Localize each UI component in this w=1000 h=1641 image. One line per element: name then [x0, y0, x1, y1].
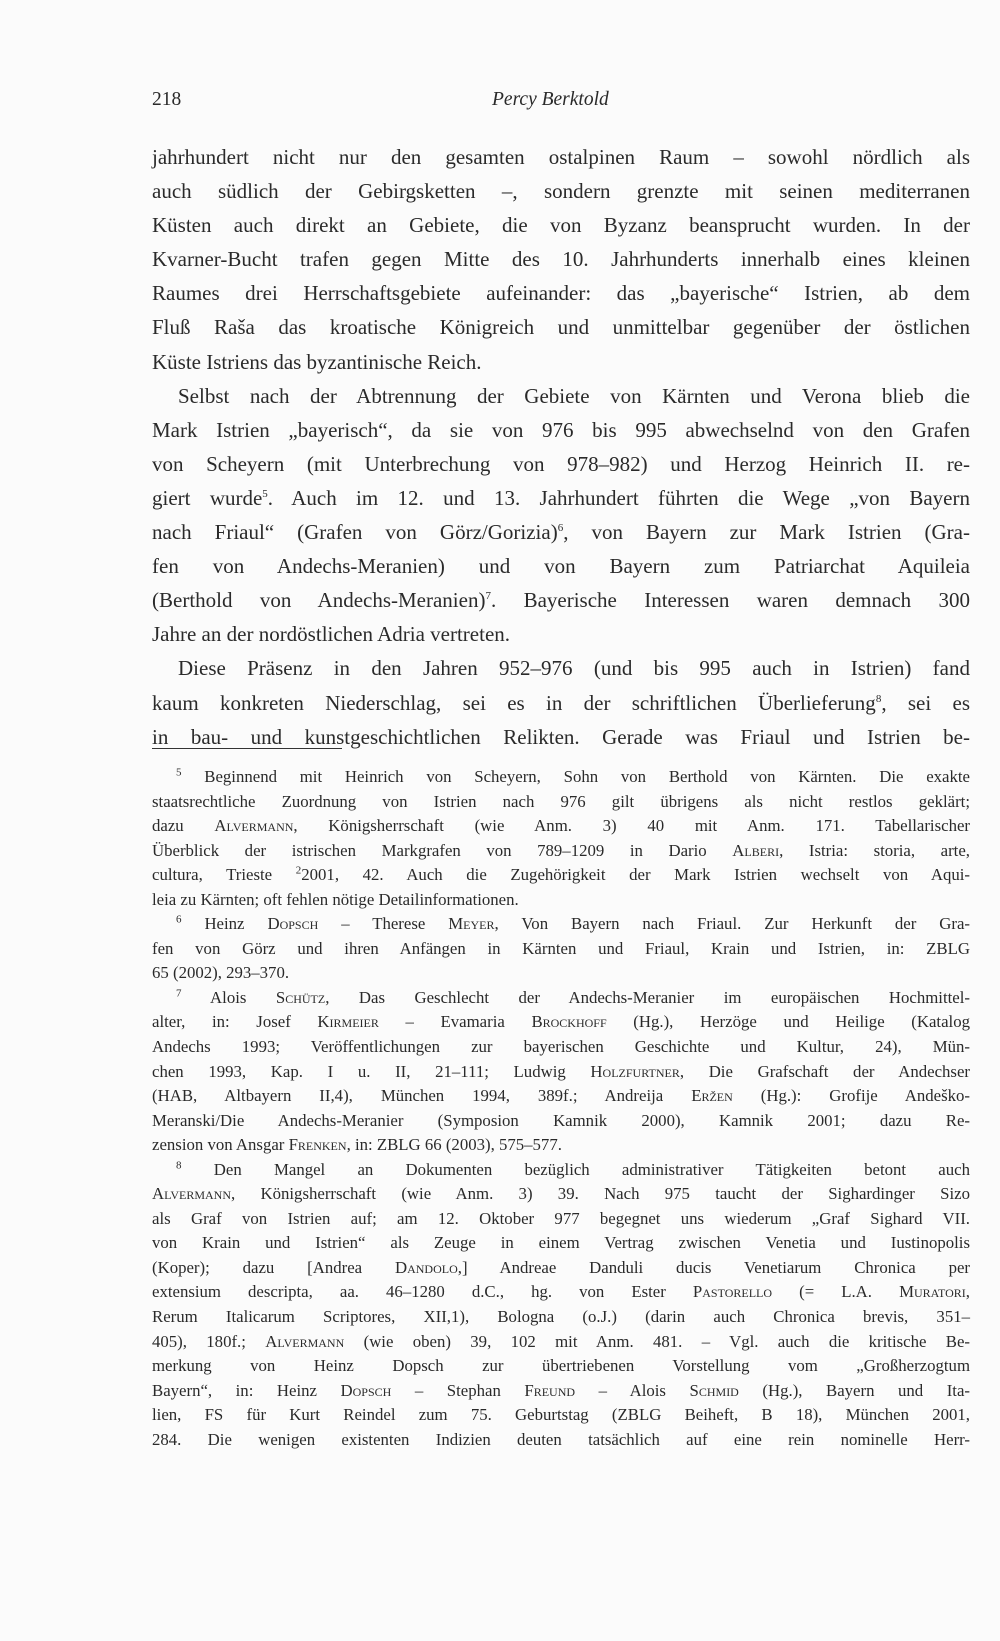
author-name: Alvermann [152, 1184, 232, 1204]
author-name: Frenken [288, 1135, 347, 1155]
text-line: merkung von Heinz Dopsch zur übertriebenen Vorstellung vom „Großherzogtum [152, 1356, 970, 1376]
edition-mark: 2 [295, 864, 302, 877]
footnote-mark: 8 [176, 1159, 182, 1172]
text-run: Den Mangel an Dokumenten bezüglich administrativer Tätigkeiten betont auch [213, 1159, 970, 1179]
text-line [152, 1084, 970, 1109]
author-name: Kirmeier [317, 1012, 379, 1032]
text-run: 405), 180f.; [152, 1331, 266, 1351]
text-line [152, 912, 970, 937]
text-line: lien, FS für Kurt Reindel zum 75. Geburtstag (ZBLG Beiheft, B 18), München 2001, [152, 1405, 970, 1425]
author-name: Muratori [899, 1282, 966, 1302]
text-run: (Hg.), Bayern und Ita- [738, 1380, 971, 1400]
page-header [152, 82, 970, 122]
text-line [152, 1158, 970, 1183]
text-run: 2001, 42. Auch die Zugehörigkeit der Mark Istrien wechselt von Aqui- [301, 865, 971, 885]
text-line: Andechs 1993; Veröffentlichungen zur bayerischen Geschichte und Kultur, 24), Mün- [152, 1037, 970, 1057]
footnote-mark: 5 [176, 766, 182, 779]
text-run: – Alois [575, 1380, 690, 1400]
author-name: Holzfurtner [590, 1061, 680, 1081]
text-run: – Evamaria [378, 1012, 532, 1032]
text-run: chen 1993, Kap. I u. II, 21–111; Ludwig [152, 1061, 591, 1081]
text-line: fen von Andechs-Meranien) und von Bayern zum Patriarchat Aquileia [152, 554, 970, 579]
text-run: Bayern“, in: Heinz [152, 1380, 341, 1400]
text-line: Selbst nach der Abtrennung der Gebiete von Kärnten und Verona blieb die [178, 383, 970, 408]
text-run: Heinz [204, 914, 268, 934]
footnote-8 [152, 1158, 970, 1453]
text-line [152, 1379, 970, 1404]
author-name: Schütz [275, 987, 326, 1007]
text-run: , Königsherrschaft (wie Anm. 3) 39. Nach 975 taucht der Sighardinger Sizo [231, 1184, 970, 1204]
text-run: , von Bayern zur Mark Istrien (Gra- [563, 520, 970, 545]
text-line: Diese Präsenz in den Jahren 952–976 (und bis 995 auch in Istrien) fand [178, 656, 970, 681]
author-name: Dopsch [267, 914, 319, 934]
text-line [152, 1133, 970, 1158]
text-run: (wie oben) 39, 102 mit Anm. 481. – Vgl. auch die kritische Be- [344, 1331, 971, 1351]
footnote-divider [152, 748, 342, 749]
author-name: Alvermann [214, 816, 294, 836]
text-run: giert wurde [152, 485, 263, 510]
paragraph-1 [152, 140, 970, 379]
text-run: . Auch im 12. und 13. Jahrhundert führten die Wege „von Bayern [267, 485, 970, 510]
text-line [152, 839, 970, 864]
footnotes [152, 765, 970, 1452]
text-line [152, 1280, 970, 1305]
text-run: alter, in: Josef [152, 1012, 318, 1032]
text-line [152, 481, 970, 515]
text-run: kaum konkreten Niederschlag, sei es in der schriftlichen Überlieferung [152, 690, 876, 715]
author-name: Alvermann [265, 1331, 345, 1351]
text-line: Meranski/Die Andechs-Meranier (Symposion Kamnik 2000), Kamnik 2001; dazu Re- [152, 1110, 970, 1130]
paragraph-2 [152, 379, 970, 652]
text-run: cultura, Trieste [152, 865, 296, 885]
text-line: Jahre an der nordöstlichen Adria vertreten. [152, 622, 511, 647]
author-name: Alberi [732, 840, 780, 860]
running-head: Percy Berktold [492, 89, 609, 110]
text-run: , in: ZBLG 66 (2003), 575–577. [346, 1135, 562, 1155]
text-run: – Therese [318, 914, 449, 934]
text-line: Rerum Italicarum Scriptores, XII,1), Bologna (o.J.) (darin auch Chronica brevis, 351– [152, 1307, 970, 1327]
footnote-7 [152, 986, 970, 1158]
text-run: nach Friaul“ (Grafen von Görz/Gorizia) [152, 520, 558, 545]
footnote-ref-8[interactable]: 8 [875, 692, 882, 705]
author-name: Dandolo [394, 1257, 458, 1277]
text-run: (HAB, Altbayern II,4), München 1994, 389f.; Andreija [152, 1086, 692, 1106]
text-run: , Istria: storia, arte, [779, 840, 970, 860]
text-line: von Krain und Istrien“ als Zeuge in einem Vertrag zwischen Venetia und Iustinopolis [152, 1233, 970, 1253]
text-run: . Bayerische Interessen waren demnach 300 [490, 588, 970, 613]
text-run: (Berthold von Andechs-Meranien) [152, 588, 486, 613]
text-run: – Stephan [391, 1380, 525, 1400]
main-text [152, 140, 970, 754]
text-run: (Hg.), Herzöge und Heilige (Katalog [606, 1012, 970, 1032]
text-line: auch südlich der Gebirgsketten –, sondern grenzte mit seinen mediterranen [152, 179, 970, 204]
text-line [152, 986, 970, 1011]
author-name: Pastorello [692, 1282, 773, 1302]
text-line: in bau- und kunstgeschichtlichen Relikten. Gerade was Friaul und Istrien be- [152, 724, 970, 749]
text-line [152, 1256, 970, 1281]
text-line [152, 1182, 970, 1207]
text-run: , Von Bayern nach Friaul. Zur Herkunft der Gra- [494, 914, 971, 934]
text-run: , Die Grafschaft der Andechser [679, 1061, 970, 1081]
paragraph-3 [152, 651, 970, 753]
text-run: , Das Geschlecht der Andechs-Meranier im europäischen Hochmittel- [325, 987, 970, 1007]
text-line: Raumes drei Herrschaftsgebiete aufeinander: das „bayerische“ Istrien, ab dem [152, 281, 970, 306]
text-line [152, 765, 970, 790]
text-run: (Koper); dazu [Andrea [152, 1257, 395, 1277]
footnote-ref-5[interactable]: 5 [262, 487, 268, 500]
text-line: Küste Istriens das byzantinische Reich. [152, 349, 482, 374]
text-run: Überblick der istrischen Markgrafen von 789–1209 in Dario [152, 840, 733, 860]
text-run: zension von Ansgar [152, 1135, 289, 1155]
text-line: leia zu Kärnten; oft fehlen nötige Detailinformationen. [152, 889, 519, 909]
text-line: jahrhundert nicht nur den gesamten ostalpinen Raum – sowohl nördlich als [152, 145, 970, 169]
text-line: von Scheyern (mit Unterbrechung von 978–982) und Herzog Heinrich II. re- [152, 451, 970, 476]
footnote-ref-7[interactable]: 7 [485, 590, 491, 603]
text-line: Fluß Raša das kroatische Königreich und unmittelbar gegenüber der östlichen [152, 315, 970, 340]
text-line [152, 1010, 970, 1035]
text-run: Beginnend mit Heinrich von Scheyern, Sohn von Berthold von Kärnten. Die exakte [204, 767, 970, 786]
text-line: Mark Istrien „bayerisch“, da sie von 976 bis 995 abwechselnd von den Grafen [152, 417, 970, 442]
author-name: Dopsch [340, 1380, 392, 1400]
footnote-6 [152, 912, 970, 986]
text-line: 284. Die wenigen existenten Indizien deuten tatsächlich auf eine rein nominelle Herr- [152, 1429, 970, 1449]
text-line: staatsrechtliche Zuordnung von Istrien nach 976 gilt übrigens als nicht restlos geklärt; [152, 791, 970, 811]
footnote-mark: 6 [176, 913, 182, 926]
text-line [152, 863, 970, 888]
text-run: , Königsherrschaft (wie Anm. 3) 40 mit Anm. 171. Tabellarischer [293, 816, 971, 836]
author-name: Freund [524, 1380, 576, 1400]
author-name: Eržen [691, 1086, 733, 1106]
page-number: 218 [152, 89, 182, 110]
text-line: Kvarner-Bucht trafen gegen Mitte des 10. Jahrhunderts innerhalb eines kleinen [152, 247, 970, 272]
text-line [152, 515, 970, 549]
text-run: (Hg.): Grofije Andeško- [732, 1086, 971, 1106]
text-line [152, 1330, 970, 1355]
text-line: Küsten auch direkt an Gebiete, die von Byzanz beansprucht wurden. In der [152, 213, 970, 238]
author-name: Schmid [689, 1380, 739, 1400]
text-run: ,] Andreae Danduli ducis Venetiarum Chronica per [457, 1257, 970, 1277]
text-line [152, 1060, 970, 1085]
author-name: Brockhoff [531, 1012, 607, 1032]
text-run: , [965, 1282, 970, 1302]
text-line: 65 (2002), 293–370. [152, 963, 290, 983]
text-run: extensium descripta, aa. 46–1280 d.C., hg. von Ester [152, 1282, 693, 1302]
text-run: dazu [152, 816, 215, 836]
text-run: Alois [210, 987, 276, 1007]
footnote-5 [152, 765, 970, 912]
text-line: fen von Görz und ihren Anfängen in Kärnten und Friaul, Krain und Istrien, in: ZBLG [152, 938, 970, 958]
footnote-mark: 7 [176, 987, 182, 1000]
footnote-ref-6[interactable]: 6 [557, 522, 564, 535]
author-name: Meyer [448, 914, 495, 934]
text-line [152, 686, 970, 720]
text-run: , sei es [881, 690, 970, 715]
text-line [152, 583, 970, 617]
text-line: als Graf von Istrien auf; am 12. Oktober 977 begegnet uns wiederum „Graf Sighard VII. [152, 1208, 970, 1228]
text-line [152, 814, 970, 839]
text-run: (= L.A. [772, 1282, 900, 1302]
